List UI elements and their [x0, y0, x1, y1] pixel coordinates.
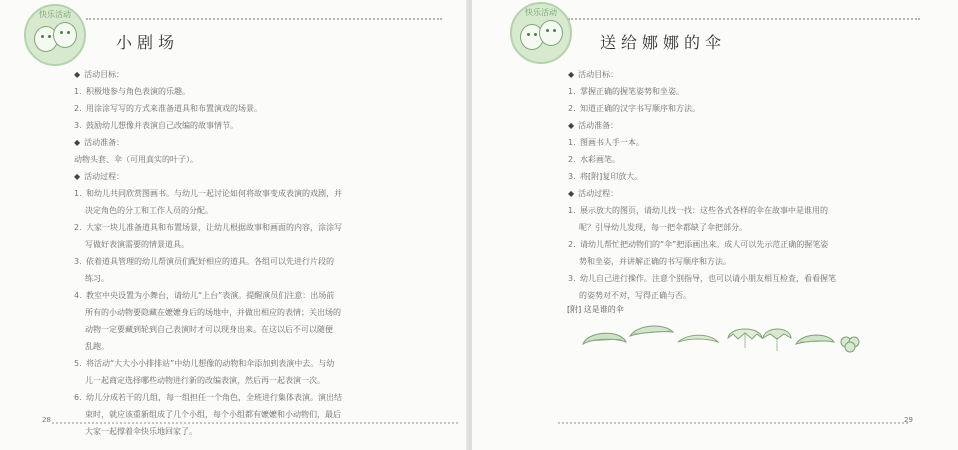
text-line: [74, 321, 454, 338]
text-line: [74, 287, 454, 304]
text-line: [568, 100, 948, 117]
activity-logo: [510, 2, 572, 64]
text-line: [74, 219, 454, 236]
text-line: [74, 406, 454, 423]
page-title: 小剧场: [116, 33, 180, 52]
list-number: 1.: [74, 189, 82, 198]
text-line: [74, 151, 454, 168]
text-line: [74, 202, 454, 219]
page-number: 28: [42, 416, 51, 424]
activity-text: [74, 66, 454, 440]
text-line: [568, 151, 948, 168]
diamond-bullet-icon: ◆: [74, 138, 81, 147]
text-line: [568, 270, 948, 287]
list-number: 3.: [568, 274, 576, 283]
list-number: 1.: [568, 138, 576, 147]
text-line: [74, 83, 454, 100]
text-line: [74, 117, 454, 134]
leaf-umbrella-icon: [628, 322, 674, 344]
line-text: 所有的小动物要隐藏在嬷嬷身后的场地中，并做出相应的表情；关出场的: [85, 308, 341, 317]
text-line: [568, 202, 948, 219]
line-text: 势和坐姿，并讲解正确的书写顺序和方法。: [579, 257, 731, 266]
text-line: [74, 389, 454, 406]
line-text: 知道正确的汉字书写顺序和方法。: [580, 104, 700, 113]
text-line: [74, 236, 454, 253]
line-text: 活动目标：: [84, 70, 125, 79]
child-face-icon: [539, 20, 563, 46]
text-line: [568, 117, 948, 134]
text-line: [568, 185, 948, 202]
left-page: [0, 0, 468, 450]
text-line: [74, 270, 454, 287]
line-text: 积极地参与角色表演的乐趣。: [86, 87, 190, 96]
text-line: [74, 100, 454, 117]
page-number: 29: [904, 416, 913, 424]
appendix-label: [附] 这是谁的伞: [567, 305, 624, 314]
diamond-bullet-icon: ◆: [74, 172, 81, 181]
text-line: [74, 253, 454, 270]
line-text: 展示放大的图页，请幼儿找一找：这些各式各样的伞在故事中是谁用的: [580, 206, 828, 215]
list-number: 2.: [74, 104, 82, 113]
line-text: 动物头套、伞（可用真实的叶子）。: [74, 155, 198, 164]
child-face-icon: [53, 22, 77, 48]
footer-divider: [558, 422, 908, 424]
line-text: 练习。: [85, 274, 109, 283]
line-text: 活动目标：: [578, 70, 619, 79]
list-number: 3.: [74, 257, 82, 266]
line-text: 幼儿分成若干的几组，每一组担任一个角色，全班进行集体表演。演出结: [86, 393, 342, 402]
text-line: [568, 83, 948, 100]
line-text: 和幼儿共同欣赏图画书。与幼儿一起讨论如何将故事变成表演的戏剧，并: [86, 189, 342, 198]
text-line: [74, 372, 454, 389]
line-text: 决定角色的分工和工作人员的分配。: [85, 206, 213, 215]
line-text: 图画书人手一本。: [580, 138, 644, 147]
line-text: 乱跑。: [85, 342, 109, 351]
line-text: 活动准备：: [578, 121, 619, 130]
right-page: [472, 0, 958, 450]
line-text: 儿一起商定选择哪些动物进行新的改编表演，然后再一起表演一次。: [85, 376, 325, 385]
text-line: [568, 287, 948, 304]
line-text: 呢？引导幼儿发现，每一把伞都缺了伞把部分。: [579, 223, 747, 232]
list-number: 1.: [568, 87, 576, 96]
list-number: 2.: [568, 104, 576, 113]
text-line: [568, 66, 948, 83]
text-line: [74, 423, 454, 440]
list-number: 2.: [568, 240, 576, 249]
diamond-bullet-icon: ◆: [74, 70, 81, 79]
line-text: 请幼儿帮忙把动物们的“伞”把添画出来。成人可以先示范正确的握笔姿: [580, 240, 829, 249]
line-text: 教室中央设置为小舞台，请幼儿“上台”表演。提醒演员们注意：出场前: [86, 291, 335, 300]
line-text: 大家一起撑着伞快乐地回家了。: [85, 427, 197, 436]
line-text: 束时，就应该重新组成了几个小组，每个小组都有嬷嬷和小动物们，最后: [85, 410, 341, 419]
text-line: [74, 304, 454, 321]
footer-divider: [52, 422, 458, 424]
text-line: [74, 338, 454, 355]
leaf-umbrella-icon: [676, 330, 720, 348]
text-line: [74, 168, 454, 185]
line-text: 将[附]复印放大。: [580, 172, 643, 181]
list-number: 2.: [74, 223, 82, 232]
title-divider: [568, 18, 920, 20]
leaf-umbrella-icon: [580, 326, 628, 352]
text-line: [74, 355, 454, 372]
line-text: 活动准备：: [84, 138, 125, 147]
leaf-umbrella-icon: [760, 324, 794, 354]
line-text: 幼儿自己进行操作。注意个别指导，也可以请小朋友相互检查，看看握笔: [580, 274, 836, 283]
list-number: 3.: [74, 121, 82, 130]
page-title: 送给娜娜的伞: [600, 33, 727, 52]
text-line: [74, 185, 454, 202]
line-text: 活动过程：: [84, 172, 125, 181]
list-number: 6.: [74, 393, 82, 402]
line-text: 依着道具管理的幼儿帮演员们配好相应的道具。各组可以先进行片段的: [86, 257, 334, 266]
list-number: 2.: [568, 155, 576, 164]
line-text: 大家一块儿准备道具和布置场景，让幼儿根据故事和画面的内容，涂涂写: [86, 223, 342, 232]
text-line: [568, 236, 948, 253]
text-line: [568, 134, 948, 151]
line-text: 用涂涂写写的方式来准备道具和布置演戏的场景。: [86, 104, 262, 113]
clover-umbrella-icon: [838, 334, 862, 354]
text-line: [74, 134, 454, 151]
line-text: 鼓励幼儿想像并表演自己改编的故事情节。: [86, 121, 238, 130]
activity-logo: [24, 4, 86, 66]
diamond-bullet-icon: ◆: [568, 121, 575, 130]
title-divider: [86, 18, 442, 20]
text-line: [568, 168, 948, 185]
line-text: 的姿势对不对，写得正确与否。: [579, 291, 691, 300]
line-text: 将活动“大大小小排排站”中幼儿想像的动物和伞添加到表演中去。与幼: [86, 359, 335, 368]
list-number: 3.: [568, 172, 576, 181]
diamond-bullet-icon: ◆: [568, 70, 575, 79]
logo-text: 快乐活动: [39, 10, 71, 19]
list-number: 1.: [568, 206, 576, 215]
line-text: 掌握正确的握笔姿势和坐姿。: [580, 87, 684, 96]
leaf-umbrella-icon: [794, 330, 836, 354]
list-number: 4.: [74, 291, 82, 300]
text-line: [568, 253, 948, 270]
diamond-bullet-icon: ◆: [568, 189, 575, 198]
line-text: 水彩画笔。: [580, 155, 620, 164]
logo-text: 快乐活动: [525, 8, 557, 17]
list-number: 1.: [74, 87, 82, 96]
list-number: 5.: [74, 359, 82, 368]
line-text: 写做好表演需要的情景道具。: [85, 240, 189, 249]
text-line: [568, 219, 948, 236]
line-text: 活动过程：: [578, 189, 619, 198]
line-text: 动物一定要藏到轮到自己表演时才可以现身出来。在这以后不可以随便: [85, 325, 333, 334]
text-line: [74, 66, 454, 83]
activity-text: [568, 66, 948, 304]
